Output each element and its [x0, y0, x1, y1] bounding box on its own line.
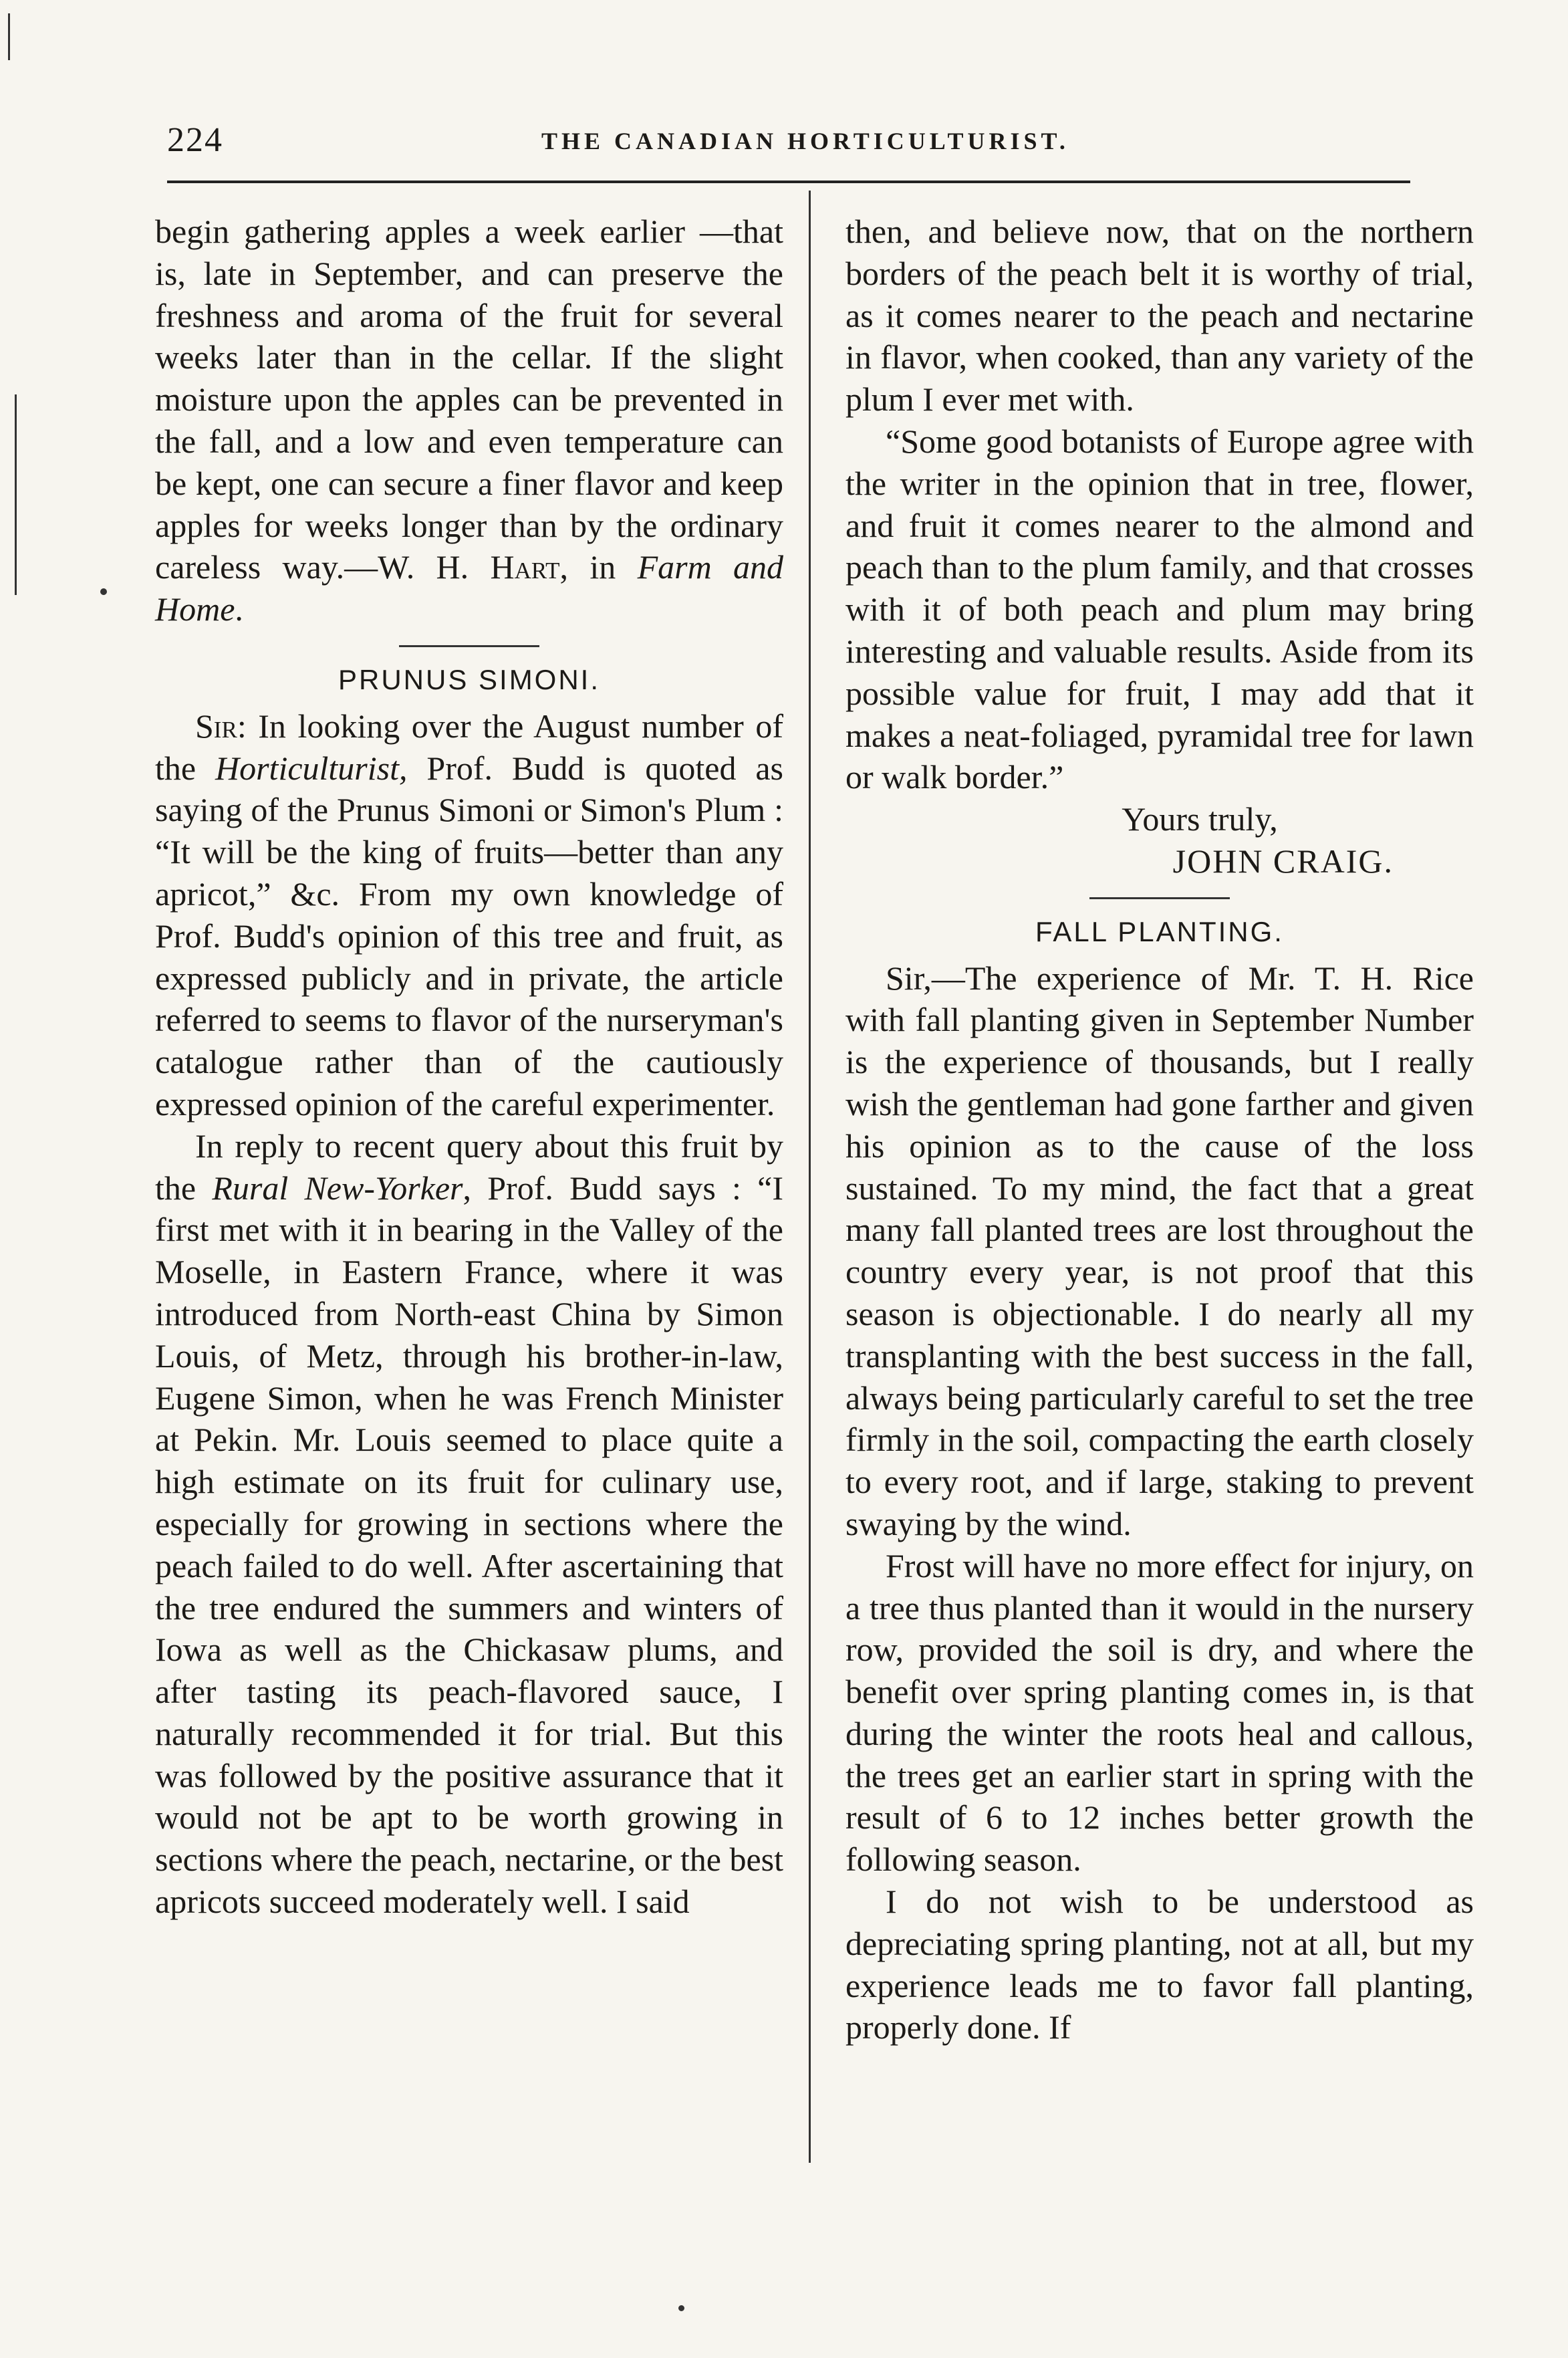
section-rule — [1089, 897, 1230, 899]
journal-title: Rural New-Yorker — [212, 1169, 463, 1207]
paragraph: “Some good botanists of Europe agree with the writer in the opinion that in tree, flower, and fruit it comes nearer to the almond and peach than to the plum family, and that crosses with it of both peach and plum may bring interesting and valuable results. Aside from its possible value for fruit, I may add that it makes a neat-foliaged, pyramidal tree for lawn or walk border.” — [845, 422, 1474, 796]
source-title: Farm and Home — [155, 548, 783, 628]
paragraph: Sir: In looking over the August number of the Horticulturist, Prof. Budd is quoted as saying of the Prunus Simoni or Simon's Plum : “It will be the king of fruits—better than any apricot,” &c. From my own knowledge of Prof. Budd's opinion of this tree and fruit, as expressed publicly and in private, the article referred to seems to flavor of the nurseryman's catalogue rather than of the cautiously expressed opinion of the careful experimenter. — [155, 707, 783, 1123]
left-column — [155, 211, 783, 1923]
running-title: THE CANADIAN HORTICULTURIST. — [541, 128, 1069, 154]
paragraph: In reply to recent query about this fruit by the Rural New-Yorker, Prof. Budd says : “I first met with it in bearing in the Valley of the Moselle, in Eastern France, where it was introduced from North-east China by Simon Louis, of Metz, through his brother-in-law, Eugene Simon, when he was French Minister at Pekin. Mr. Louis seemed to place quite a high estimate on its fruit for culinary use, especially for growing in sections where the peach failed to do well. After ascertaining that the tree endured the summers and winters of Iowa as well as the Chickasaw plums, and after tasting its peach-flavored sauce, I naturally recommended it for trial. But this was followed by the positive assurance that it would not be apt to be worth growing in sections where the peach, nectarine, or the best apricots succeed moderately well. I said — [155, 1127, 783, 1921]
paragraph: then, and believe now, that on the northern borders of the peach belt it is worthy of trial, as it comes nearer to the peach and nectarine in flavor, when cooked, than any variety of the plum I ever met with. — [845, 213, 1474, 419]
closing: Yours truly, — [1122, 800, 1278, 838]
heading-prunus-simoni: PRUNUS SIMONI. — [338, 663, 601, 695]
margin-mark — [678, 2305, 684, 2311]
column-divider — [809, 191, 811, 2163]
section-rule — [399, 645, 539, 647]
heading-fall-planting: FALL PLANTING. — [1035, 915, 1284, 947]
salutation: Sir — [195, 707, 237, 745]
signature: JOHN CRAIG. — [1172, 842, 1394, 880]
margin-mark — [8, 13, 10, 60]
right-column — [845, 211, 1474, 2048]
paragraph: begin gathering apples a week earlier —that is, late in September, and can preserve the freshness and aroma of the fruit for several weeks later than in the cellar. If the slight moisture upon the apples can be prevented in the fall, and a low and even temperature can be kept, one can secure a finer flavor and keep apples for weeks longer than by the ordinary careless way.—W. H. Hart, in Farm and Home. — [155, 213, 783, 628]
page-header — [167, 120, 1410, 160]
paragraph: Sir,—The experience of Mr. T. H. Rice with fall planting given in September Number is the experience of thousands, but I really wish the gentleman had gone farther and given his opinion as to the cause of the loss sustained. To my mind, the fact that a great many fall planted trees are lost throughout the country every year, is not proof that this season is objectionable. I do nearly all my transplanting with the best success in the fall, always being particularly careful to set the tree firmly in the soil, compacting the earth closely to every root, and if large, staking to prevent swaying by the wind. — [845, 959, 1474, 1542]
journal-title: Horticulturist, — [215, 749, 408, 787]
paragraph: I do not wish to be understood as depreciating spring planting, not at all, but my experience leads me to favor fall planting, properly done. If — [845, 1883, 1474, 2046]
author-name: Hart — [490, 548, 560, 586]
margin-mark — [15, 394, 17, 595]
header-rule — [167, 181, 1410, 183]
page-number: 224 — [167, 121, 223, 159]
paragraph: Frost will have no more effect for injury, on a tree thus planted than it would in the nursery row, provided the soil is dry, and where the benefit over spring planting comes in, is that during the winter the roots heal and callous, the trees get an earlier start in spring with the result of 6 to 12 inches better growth the following season. — [845, 1546, 1474, 1879]
margin-mark — [100, 588, 107, 595]
